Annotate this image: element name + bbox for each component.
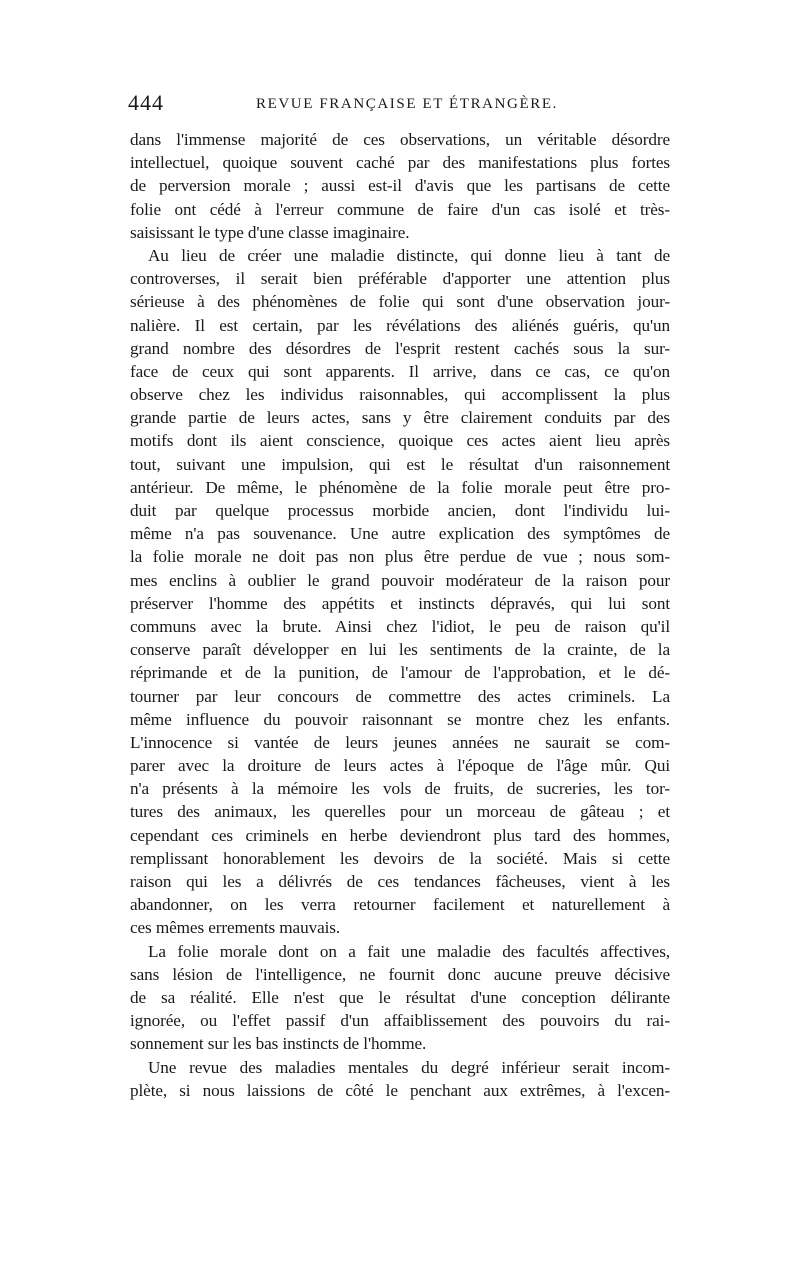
text-line: motifs dont ils aient conscience, quoique ces actes aient lieu après (130, 431, 670, 451)
text-line: sonnement sur les bas instincts de l'homme. (130, 1034, 427, 1054)
text-line: plète, si nous laissions de côté le penchant aux extrêmes, à l'excen- (130, 1080, 670, 1100)
text-line: parer avec la droiture de leurs actes à l'époque de l'âge mûr. Qui (130, 756, 670, 776)
text-line: observe chez les individus raisonnables, qui accomplissent la plus (130, 385, 670, 405)
text-line: préserver l'homme des appétits et instincts dépravés, qui lui sont (130, 593, 670, 613)
text-line: conserve paraît développer en lui les sentiments de la crainte, de la (130, 640, 670, 660)
text-line: ignorée, ou l'effet passif d'un affaiblissement des pouvoirs du rai- (130, 1011, 670, 1031)
text-line: Une revue des maladies mentales du degré inférieur serait incom- (148, 1057, 670, 1077)
text-line: tures des animaux, les querelles pour un morceau de gâteau ; et (130, 802, 670, 822)
text-line: la folie morale ne doit pas non plus être perdue de vue ; nous som- (130, 547, 670, 567)
body-text (130, 128, 670, 1102)
text-line: antérieur. De même, le phénomène de la folie morale peut être pro- (130, 477, 670, 497)
text-line: Au lieu de créer une maladie distincte, qui donne lieu à tant de (148, 245, 670, 265)
text-line: intellectuel, quoique souvent caché par des manifestations plus fortes (130, 153, 670, 173)
text-line: dans l'immense majorité de ces observations, un véritable désordre (130, 130, 670, 149)
text-line: grande partie de leurs actes, sans y être clairement conduits par des (130, 408, 670, 428)
text-line: cependant ces criminels en herbe deviendront plus tard des hommes, (130, 825, 670, 845)
text-line: La folie morale dont on a fait une maladie des facultés affectives, (148, 941, 670, 961)
text-line: tourner par leur concours de commettre des actes criminels. La (130, 686, 670, 706)
text-line: sans lésion de l'intelligence, ne fournit donc aucune preuve décisive (130, 964, 670, 984)
text-line: même influence du pouvoir raisonnant se montre chez les enfants. (130, 709, 670, 729)
text-line: réprimande et de la punition, de l'amour de l'approbation, et le dé- (130, 663, 670, 683)
text-line: mes enclins à oublier le grand pouvoir modérateur de la raison pour (130, 570, 670, 590)
text-line: communs avec la brute. Ainsi chez l'idiot, le peu de raison qu'il (130, 616, 670, 636)
text-line: grand nombre des désordres de l'esprit restent cachés sous la sur- (130, 338, 670, 358)
text-line: tout, suivant une impulsion, qui est le résultat d'un raisonnement (130, 454, 670, 474)
page-number: 444 (128, 90, 164, 115)
text-line: abandonner, on les verra retourner facilement et naturellement à (130, 895, 670, 915)
text-line: saisissant le type d'une classe imaginaire. (130, 222, 410, 242)
text-line: folie ont cédé à l'erreur commune de faire d'un cas isolé et très- (130, 199, 670, 219)
text-line: sérieuse à des phénomènes de folie qui sont d'une observation jour- (130, 292, 670, 312)
text-line: ces mêmes errements mauvais. (130, 918, 341, 938)
text-line: face de ceux qui sont apparents. Il arrive, dans ce cas, ce qu'on (130, 361, 670, 381)
text-line: même n'a pas souvenance. Une autre explication des symptômes de (130, 524, 670, 544)
running-head: REVUE FRANÇAISE ET ÉTRANGÈRE. (256, 96, 558, 112)
text-line: remplissant honorablement les devoirs de la société. Mais si cette (130, 848, 670, 868)
text-line: n'a présents à la mémoire les vols de fruits, de sucreries, les tor- (130, 779, 670, 799)
page-header (128, 90, 668, 120)
text-line: de perversion morale ; aussi est-il d'avis que les partisans de cette (130, 176, 670, 196)
text-line: controverses, il serait bien préférable d'apporter une attention plus (130, 269, 670, 289)
text-line: duit par quelque processus morbide ancien, dont l'individu lui- (130, 501, 670, 520)
text-line: de sa réalité. Elle n'est que le résultat d'une conception délirante (130, 987, 670, 1007)
text-line: L'innocence si vantée de leurs jeunes années ne saurait se com- (130, 732, 670, 752)
text-line: nalière. Il est certain, par les révélations des aliénés guéris, qu'un (130, 315, 670, 335)
text-line: raison qui les a délivrés de ces tendances fâcheuses, vient à les (130, 872, 670, 891)
